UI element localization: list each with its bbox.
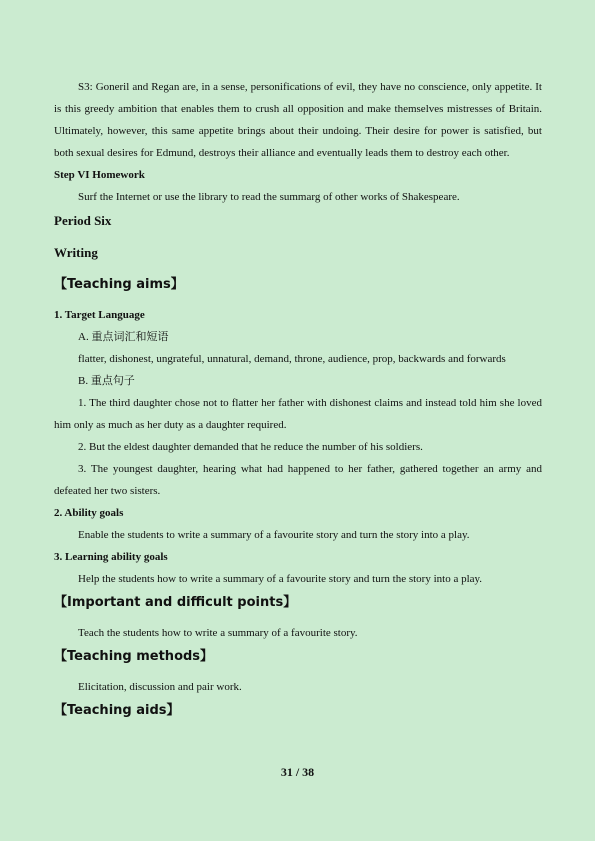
- teaching-methods-text: Elicitation, discussion and pair work.: [78, 681, 242, 693]
- ability-goals-heading: 2. Ability goals: [54, 507, 124, 519]
- target-language-heading: 1. Target Language: [54, 309, 145, 321]
- key-sentences-label: B. 重点句子: [78, 375, 135, 387]
- learning-ability-goals-text: Help the students how to write a summary of a favourite story and turn the story into a play.: [78, 573, 483, 585]
- teaching-aims-heading: 【Teaching aims】: [54, 277, 184, 292]
- key-sentence: 1. The third daughter chose not to flatter her father with dishonest claims and instead told him she loved him only as much as her duty as a daughter required.: [54, 397, 542, 431]
- important-points-heading: 【Important and difficult points】: [54, 595, 297, 610]
- teaching-methods-heading: 【Teaching methods】: [54, 649, 214, 664]
- key-words-list: flatter, dishonest, ungrateful, unnatural, demand, throne, audience, prop, backwards and forwards: [78, 353, 506, 365]
- page-number: 31 / 38: [280, 765, 315, 779]
- teaching-aids-heading: 【Teaching aids】: [54, 703, 180, 718]
- period-subtitle: Writing: [54, 245, 98, 260]
- step6-heading: Step VI Homework: [54, 169, 145, 181]
- key-words-label: A. 重点词汇和短语: [78, 331, 169, 343]
- learning-ability-goals-heading: 3. Learning ability goals: [54, 551, 168, 563]
- document-page: [54, 76, 542, 722]
- step6-text: Surf the Internet or use the library to read the summarg of other works of Shakespeare.: [78, 191, 460, 203]
- key-sentence: 2. But the eldest daughter demanded that he reduce the number of his soldiers.: [78, 441, 423, 453]
- key-sentence: 3. The youngest daughter, hearing what had happened to her father, gathered together an army and defeated her two sisters.: [54, 463, 542, 497]
- period-title: Period Six: [54, 213, 112, 228]
- important-points-text: Teach the students how to write a summary of a favourite story.: [78, 627, 358, 639]
- s3-paragraph: S3: Goneril and Regan are, in a sense, personifications of evil, they have no conscience, only appetite. It is this greedy ambition that enables them to crush all opposition and make themselves mistresses of Britain. Ultimately, however, this same appetite brings about their undoing. Their desire for power is satisfied, but both sexual desires for Edmund, destroys their alliance and eventually leads them to destroy each other.: [54, 81, 542, 159]
- ability-goals-text: Enable the students to write a summary of a favourite story and turn the story into a play.: [78, 529, 470, 541]
